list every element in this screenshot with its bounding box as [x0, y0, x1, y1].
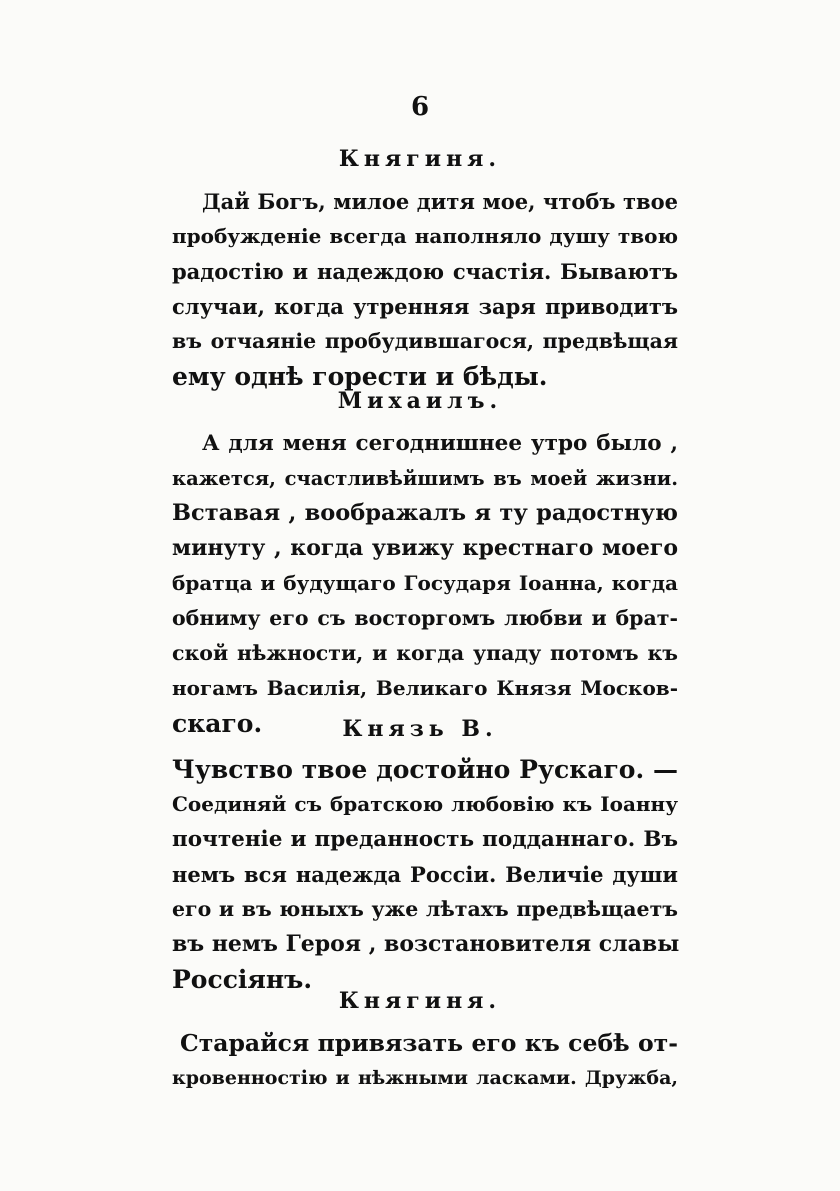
text-line: случаи, когда утренняя заря приводитъ — [172, 294, 678, 319]
text-line-inner — [172, 752, 678, 787]
text-line: ногамъ Василія, Великаго Князя Москов- — [172, 676, 678, 700]
text-line: почтеніе и преданность подданнаго. Въ — [172, 827, 678, 852]
text-line — [172, 752, 678, 787]
text-line: Дай Богъ, милое дитя мое, чтобъ твое — [202, 189, 678, 214]
text-line: А для меня сегоднишнее утро было , — [202, 431, 678, 456]
text-line: братца и будущаго Государя Іоанна, когда — [172, 571, 678, 595]
text-line: ему однѣ горести и бѣды. — [172, 362, 548, 391]
text-line: пробужденіе всегда наполняло душу твою — [172, 224, 678, 248]
speaker-heading: Князь В. — [342, 716, 498, 742]
text-line-content: Чувство твое достойно Рускаго. — — [172, 755, 678, 784]
text-line: скаго. — [172, 709, 263, 738]
text-line: радостію и надеждою счастія. Бываютъ — [172, 259, 678, 284]
text-line: Старайся привязать его къ себѣ от- — [180, 1029, 678, 1057]
text-line: кажется, счастливѣйшимъ въ моей жизни. — [172, 467, 678, 490]
page-number: 6 — [410, 92, 430, 122]
speaker-heading: Княгиня. — [338, 988, 502, 1014]
text-line: Соединяй съ братскою любовію къ Іоанну — [172, 792, 678, 816]
text-line: Вставая , воображалъ я ту радостную — [172, 500, 678, 526]
text-line: въ отчаяніе пробудившагося, предвѣщая — [172, 329, 678, 353]
dialogue-paragraph — [172, 184, 678, 394]
dialogue-paragraph — [172, 752, 678, 997]
dialogue-paragraph — [172, 1026, 678, 1096]
dialogue-paragraph — [172, 426, 678, 741]
text-line: его и въ юныхъ уже лѣтахъ предвѣщаетъ — [172, 897, 678, 921]
text-line: Россіянъ. — [172, 965, 313, 994]
text-line: обниму его съ восторгомъ любви и брат- — [172, 606, 678, 630]
speaker-heading: Михаилъ. — [337, 388, 503, 414]
text-line: въ немъ Героя , возстановителя славы — [172, 931, 680, 957]
speaker-heading: Княгиня. — [338, 146, 502, 172]
text-line: немъ вся надежда Россіи. Величіе души — [172, 862, 678, 887]
text-line: ской нѣжности, и когда упаду потомъ къ — [172, 641, 678, 665]
text-line: минуту , когда увижу крестнаго моего — [172, 535, 678, 561]
text-line: кровенностію и нѣжными ласками. Дружба, — [172, 1067, 678, 1089]
